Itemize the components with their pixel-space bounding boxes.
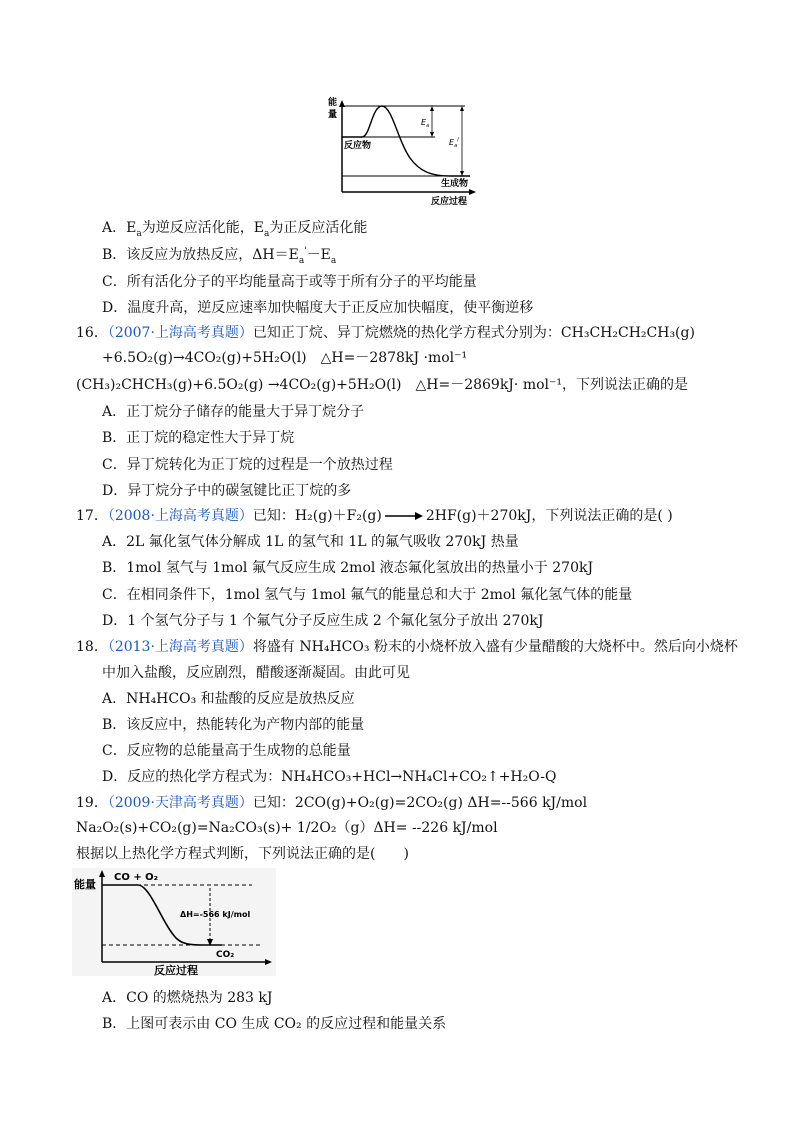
q15-option-d: D．温度升高，逆反应速率加快幅度大于正反应加快幅度，使平衡逆移 (102, 300, 534, 316)
q15-option-c: C．所有活化分子的平均能量高于或等于所有分子的平均能量 (102, 274, 477, 290)
q19-source: （2009·天津高考真题） (107, 795, 253, 811)
reaction-arrow-icon (384, 511, 424, 521)
q15-option-a: A．$E_a$为逆反应活化能，$E_a$为正反应活化能 (102, 220, 368, 239)
q16-option-c: C．异丁烷转化为正丁烷的过程是一个放热过程 (102, 457, 393, 473)
x-axis-label: 反应过程 (154, 964, 198, 976)
q19-option-b: B．上图可表示由 CO 生成 CO₂ 的反应过程和能量关系 (102, 1016, 447, 1032)
x-axis-label: 反应过程 (431, 197, 468, 207)
q19-option-a: A．CO 的燃烧热为 283 kJ (102, 990, 273, 1006)
ea-label: $E_a$ (421, 118, 430, 129)
q18-option-a: A．NH₄HCO₃ 和盐酸的反应是放热反应 (102, 691, 355, 707)
q16-source: （2007·上海高考真题） (107, 325, 253, 341)
energy-diagram-2 (72, 868, 276, 976)
q16-equation-2: (CH₃)₂CHCH₃(g)+6.5O₂(g) →4CO₂(g)+5H₂O(l) △H=－2869kJ· mol⁻¹，下列说法正确的是 (76, 377, 689, 393)
q17-option-d: D．1 个氢气分子与 1 个氟气分子反应生成 2 个氟化氢分子放出 270kJ (102, 613, 544, 629)
y-axis-label-2: 量 (328, 110, 338, 120)
energy-diagram-1 (320, 96, 480, 210)
q18-stem: 18．（2013·上海高考真题）将盛有 NH₄HCO₃ 粉末的小烧杯放入盛有少量醋酸的大烧杯中。然后向小烧杯 (76, 639, 738, 655)
delta-h-label: ΔH=-566 kJ/mol (180, 910, 251, 919)
q16-option-a: A．正丁烷分子储存的能量大于异丁烷分子 (102, 404, 365, 420)
q17-option-a: A．2L 氟化氢气体分解成 1L 的氢气和 1L 的氟气吸收 270kJ 热量 (102, 534, 519, 550)
q16-equation-1: +6.5O₂(g)→4CO₂(g)+5H₂O(l) △H=－2878kJ ·mol⁻¹ (102, 350, 468, 366)
q18-option-c: C．反应物的总能量高于生成物的总能量 (102, 743, 351, 759)
q17-stem: 17．（2008·上海高考真题）已知：H₂(g)＋F₂(g) 2HF(g)＋270kJ，下列说法正确的是( ) (76, 508, 673, 524)
q19-equation-2: Na₂O₂(s)+CO₂(g)=Na₂CO₃(s)+ 1/2O₂（g）ΔH= --226 kJ/mol (76, 820, 498, 836)
q19-question: 根据以上热化学方程式判断，下列说法正确的是( ) (76, 846, 409, 862)
reactant-label: 反应物 (344, 141, 372, 151)
q17-option-c: C．在相同条件下，1mol 氢气与 1mol 氟气的能量总和大于 2mol 氟化氢气体的能量 (102, 587, 633, 603)
y-axis-label: 能量 (74, 878, 96, 891)
q18-option-b: B．该反应中，热能转化为产物内部的能量 (102, 717, 365, 733)
q17-option-b: B．1mol 氢气与 1mol 氟气反应生成 2mol 液态氟化氢放出的热量小于 270kJ (102, 560, 594, 576)
q18-option-d: D．反应的热化学方程式为：NH₄HCO₃+HCl→NH₄Cl+CO₂↑+H₂O-Q (102, 769, 557, 785)
y-axis-label-1: 能 (328, 98, 338, 108)
q16-option-b: B．正丁烷的稳定性大于异丁烷 (102, 430, 295, 446)
q19-stem: 19．（2009·天津高考真题）已知：2CO(g)+O₂(g)=2CO₂(g) ΔH=--566 kJ/mol (76, 795, 588, 811)
product-label: 生成物 (441, 179, 469, 189)
q16-option-d: D．异丁烷分子中的碳氢键比正丁烷的多 (102, 483, 352, 499)
q18-source: （2013·上海高考真题） (107, 639, 253, 655)
q15-option-b: B．该反应为放热反应，$\Delta H=E_a'-E_a$ (102, 246, 337, 266)
q18-stem-continued: 中加入盐酸，反应剧烈，醋酸逐渐凝固。由此可见 (102, 665, 410, 681)
q17-source: （2008·上海高考真题） (107, 508, 253, 524)
q16-stem: 16．（2007·上海高考真题）已知正丁烷、异丁烷燃烧的热化学方程式分别为：CH₃CH₂CH₂CH₃(g) (76, 325, 695, 341)
ea-prime-label: $E_a^/$ (449, 137, 459, 149)
bottom-label: CO₂ (216, 950, 235, 960)
top-label: CO + O₂ (114, 872, 159, 883)
